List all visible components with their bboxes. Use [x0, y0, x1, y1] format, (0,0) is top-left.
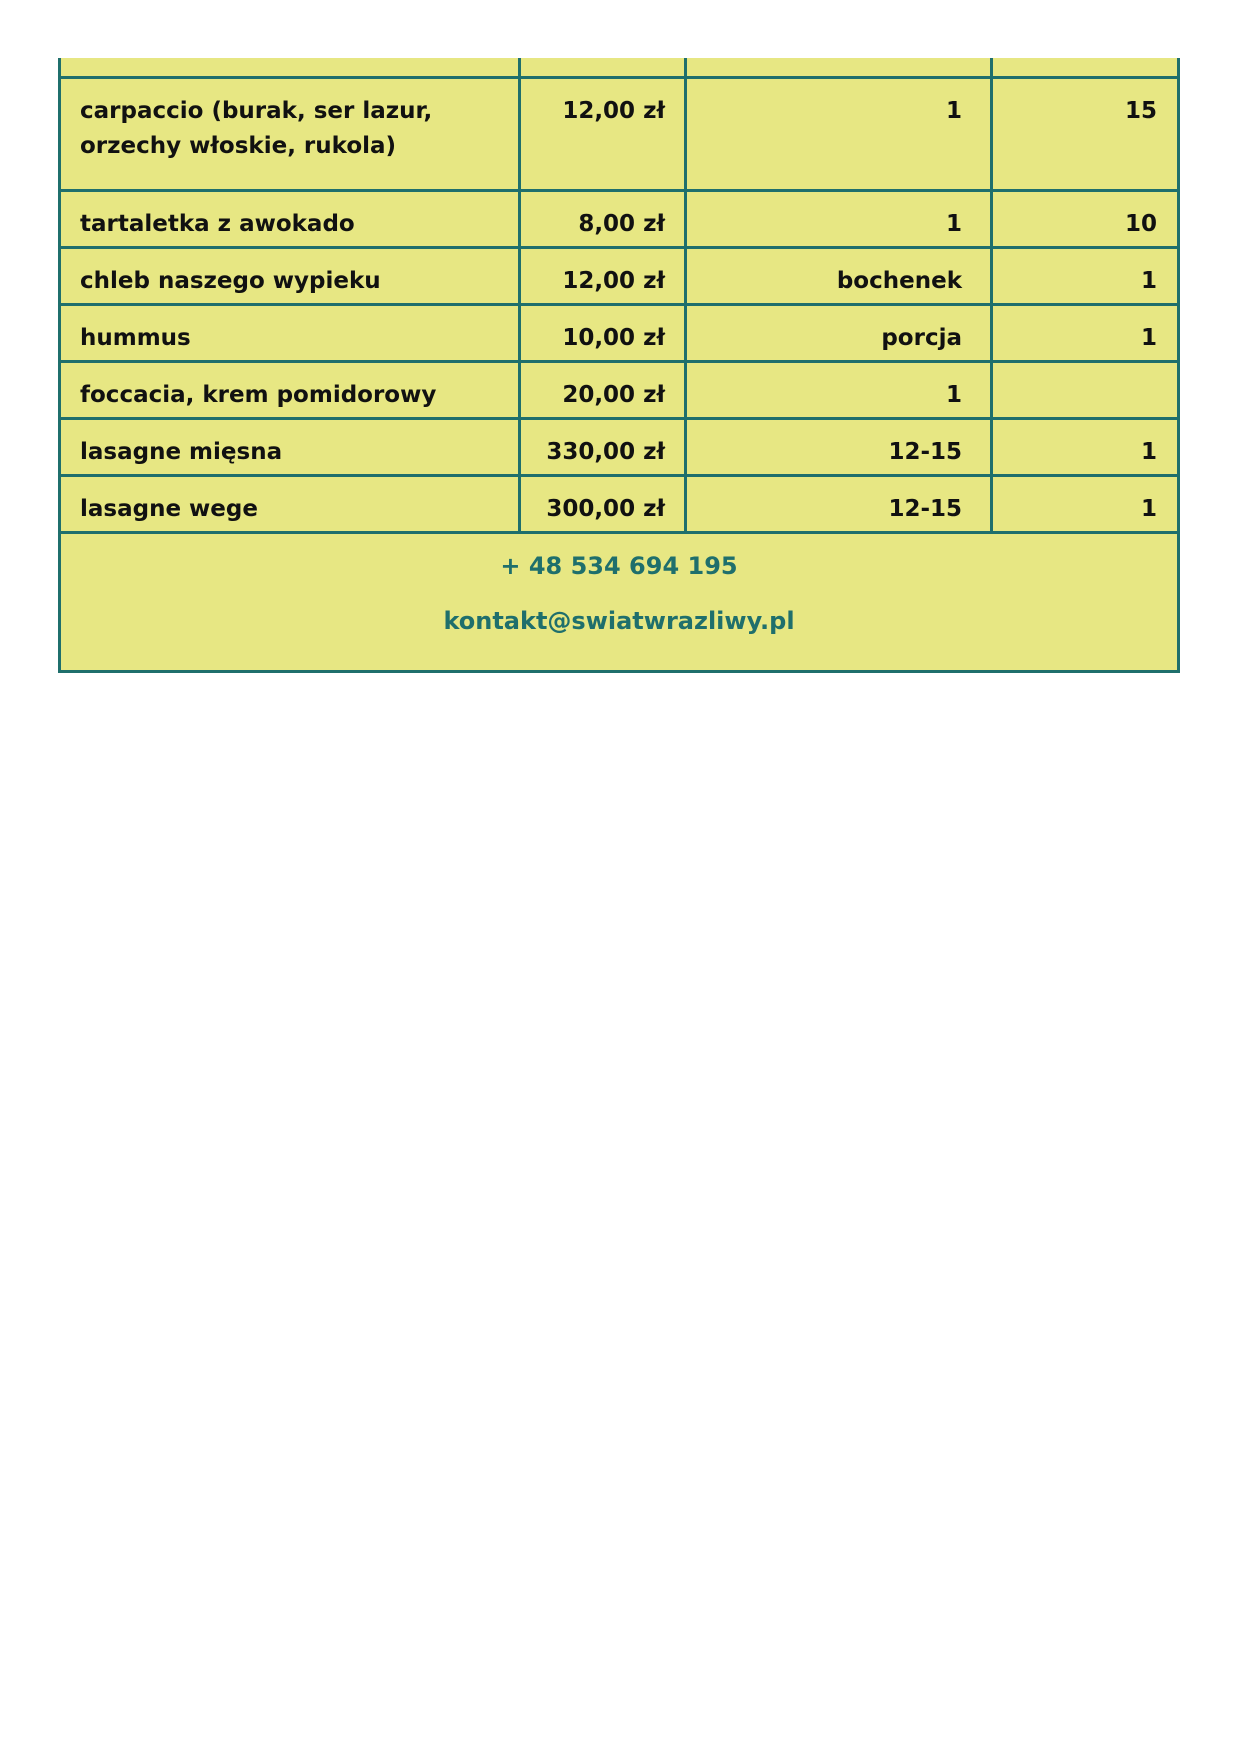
item-price: 330,00 zł	[520, 419, 686, 476]
table-row-continuation	[60, 58, 1179, 78]
table-row	[60, 78, 1179, 191]
item-name: tartaletka z awokado	[60, 191, 520, 248]
item-name: foccacia, krem pomidorowy	[60, 362, 520, 419]
table-row	[60, 476, 1179, 533]
item-unit: 1	[686, 78, 992, 191]
item-price: 20,00 zł	[520, 362, 686, 419]
contact-footer	[60, 533, 1179, 672]
item-unit: 1	[686, 191, 992, 248]
item-unit: bochenek	[686, 248, 992, 305]
table-row	[60, 305, 1179, 362]
table-row	[60, 248, 1179, 305]
item-name: lasagne wege	[60, 476, 520, 533]
item-quantity: 1	[992, 248, 1179, 305]
table-row	[60, 191, 1179, 248]
menu-price-table	[58, 58, 1180, 673]
item-quantity	[992, 362, 1179, 419]
item-name: lasagne mięsna	[60, 419, 520, 476]
contact-phone[interactable]: + 48 534 694 195	[500, 552, 738, 580]
item-quantity: 1	[992, 419, 1179, 476]
item-quantity: 10	[992, 191, 1179, 248]
item-price: 12,00 zł	[520, 248, 686, 305]
item-name: hummus	[60, 305, 520, 362]
contact-footer-row	[60, 533, 1179, 672]
item-price: 10,00 zł	[520, 305, 686, 362]
item-name: carpaccio (burak, ser lazur, orzechy włoskie, rukola)	[60, 78, 520, 191]
item-unit: 1	[686, 362, 992, 419]
contact-email[interactable]: kontakt@swiatwrazliwy.pl	[443, 607, 795, 635]
item-unit: porcja	[686, 305, 992, 362]
table-row	[60, 362, 1179, 419]
table-row	[60, 419, 1179, 476]
item-unit: 12-15	[686, 476, 992, 533]
item-quantity: 1	[992, 305, 1179, 362]
item-name: chleb naszego wypieku	[60, 248, 520, 305]
item-price: 300,00 zł	[520, 476, 686, 533]
item-unit: 12-15	[686, 419, 992, 476]
item-quantity: 15	[992, 78, 1179, 191]
item-price: 12,00 zł	[520, 78, 686, 191]
item-price: 8,00 zł	[520, 191, 686, 248]
item-quantity: 1	[992, 476, 1179, 533]
